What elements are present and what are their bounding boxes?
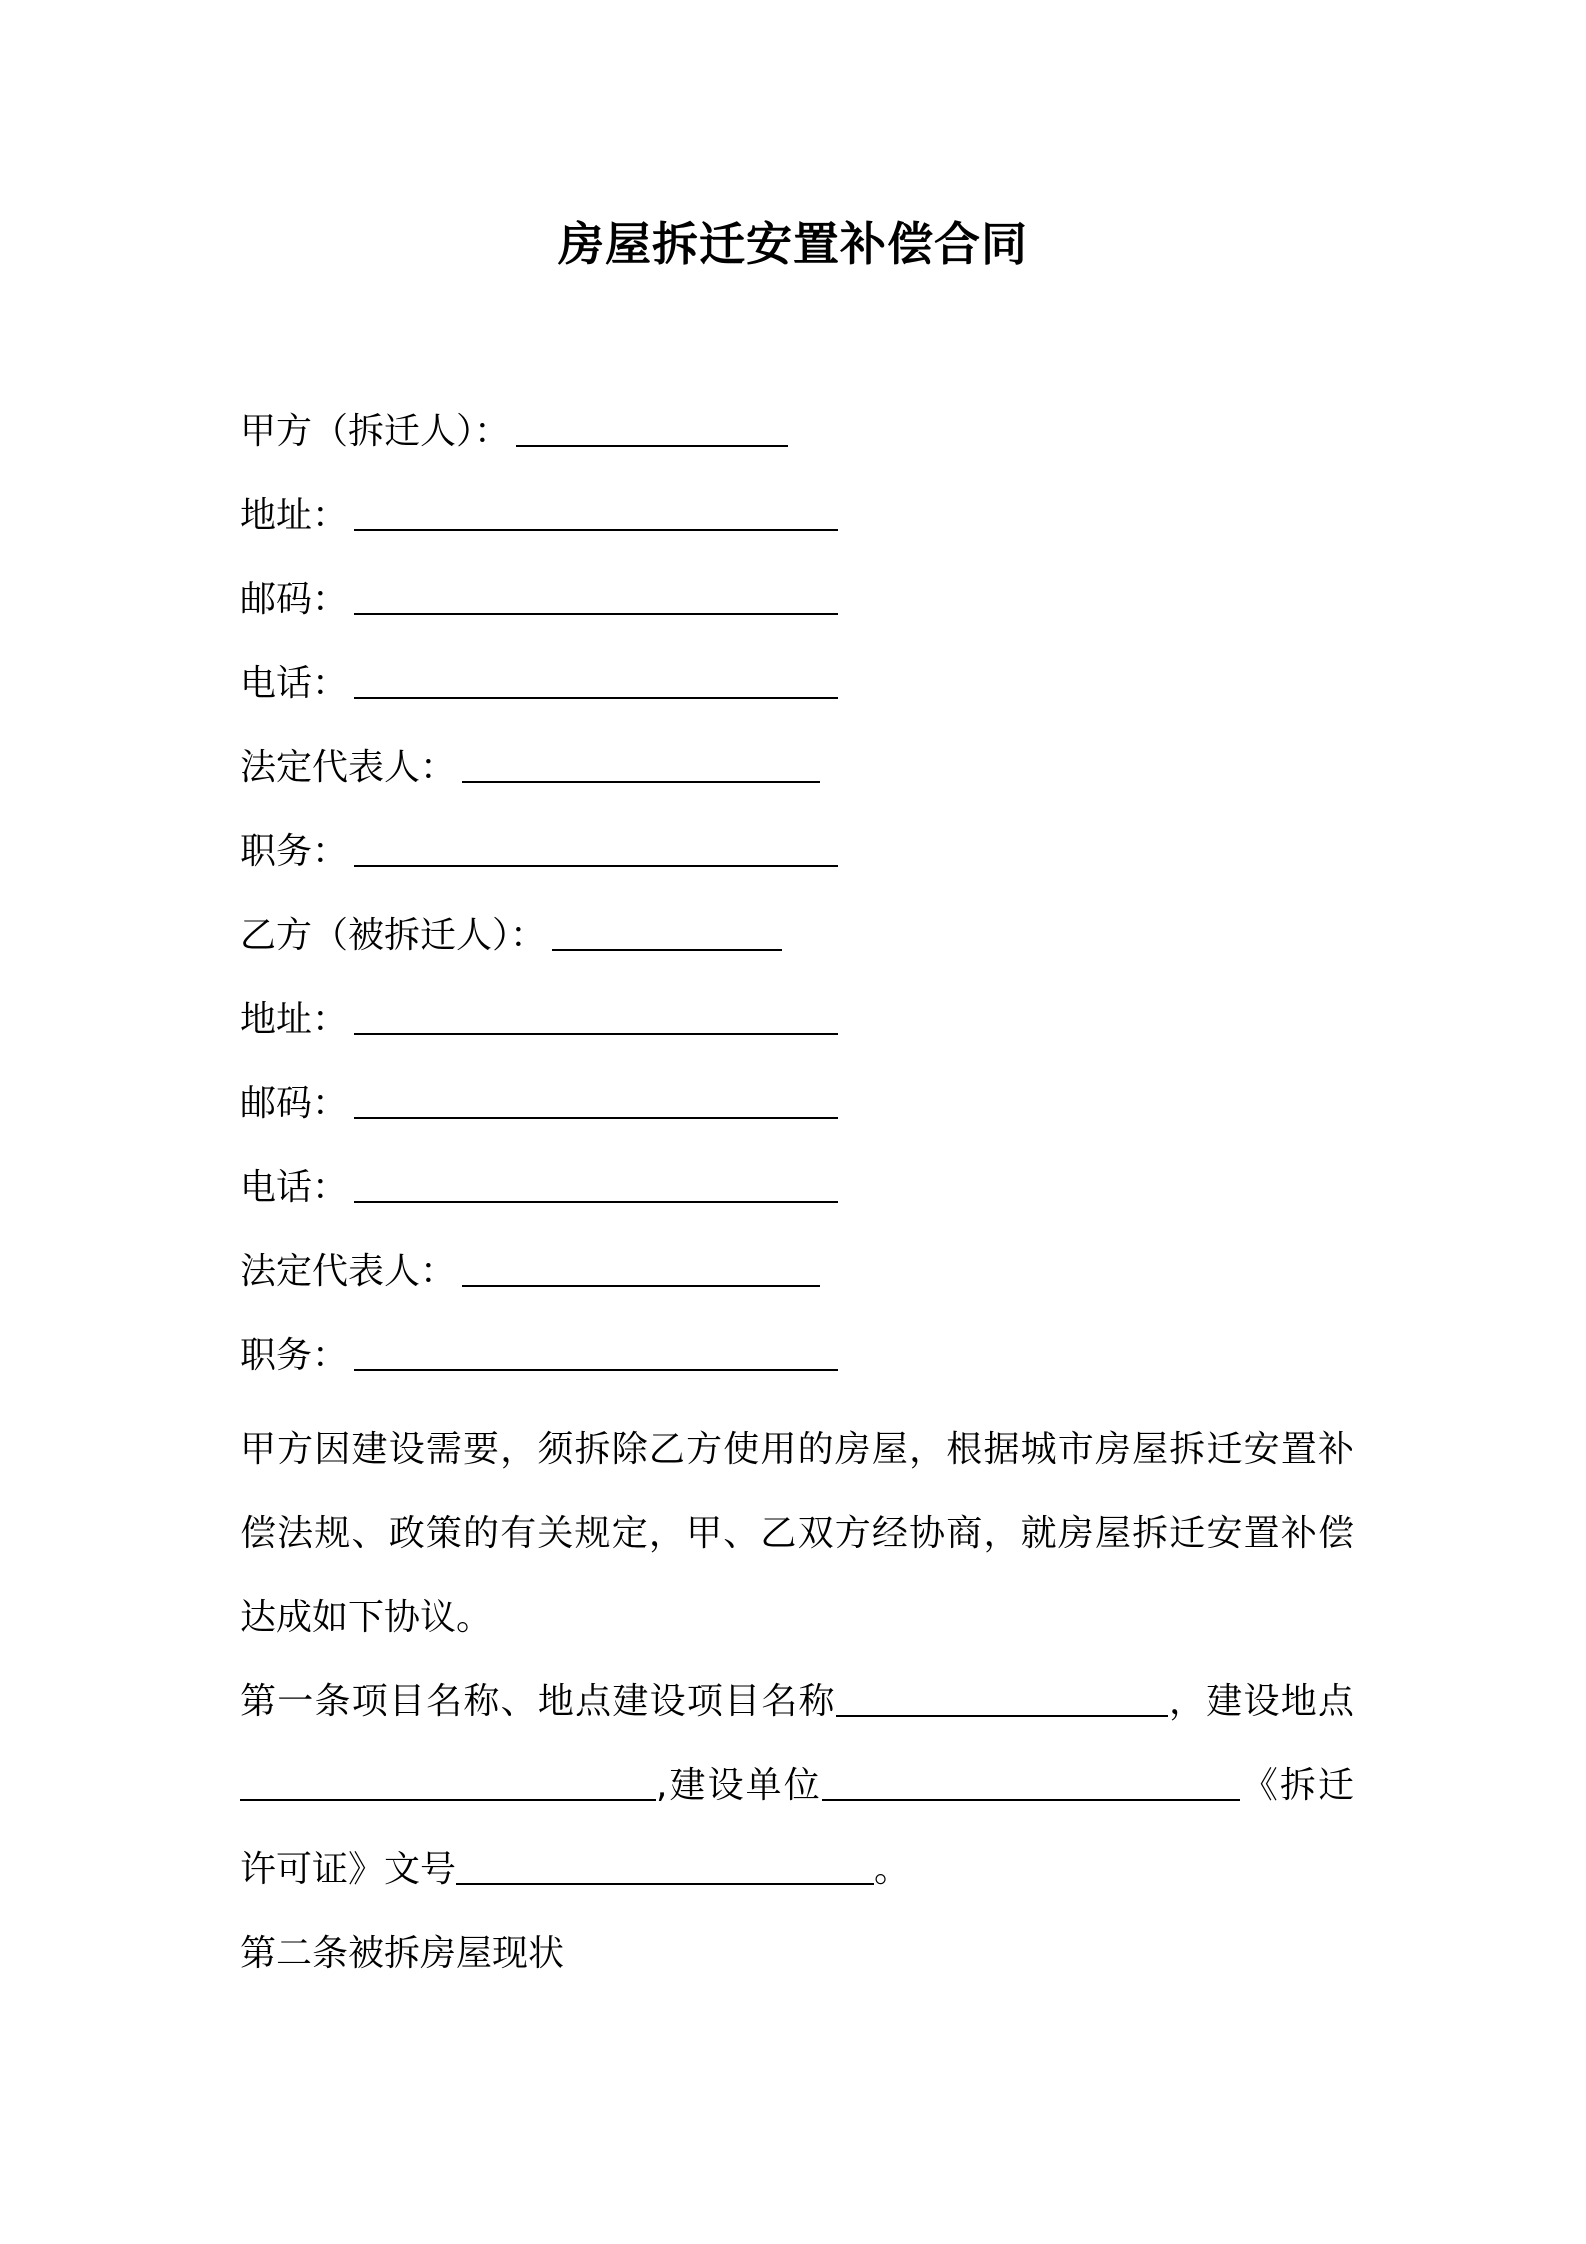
party-b-legal-rep-row (240, 1244, 838, 1328)
contract-body (240, 1408, 1354, 1996)
article-1-text-5: 。 (874, 1849, 911, 1890)
party-b-name-label: 乙方（被拆迁人）： (240, 915, 547, 956)
party-b-address-row (240, 992, 838, 1076)
party-b-phone-label: 电话： (240, 1167, 349, 1208)
party-a-name-label: 甲方（拆迁人）： (240, 411, 511, 452)
party-b-phone-blank[interactable] (354, 1161, 838, 1203)
party-b-legal-rep-label: 法定代表人： (240, 1251, 457, 1292)
party-b-legal-rep-blank[interactable] (462, 1245, 820, 1287)
permit-number-blank[interactable] (456, 1843, 874, 1885)
party-b-name-row (240, 908, 838, 992)
party-b-postcode-row (240, 1076, 838, 1160)
article-1-text-3: ,建设单位 (656, 1765, 822, 1806)
party-b-address-blank[interactable] (354, 993, 838, 1035)
party-a-postcode-blank[interactable] (354, 573, 838, 615)
party-a-postcode-label: 邮码： (240, 579, 349, 620)
party-a-postcode-row (240, 572, 838, 656)
article-2-heading: 第二条被拆房屋现状 (240, 1933, 565, 1974)
project-name-blank[interactable] (836, 1675, 1168, 1717)
party-a-phone-blank[interactable] (354, 657, 838, 699)
party-a-phone-label: 电话： (240, 663, 349, 704)
party-a-name-row (240, 404, 838, 488)
party-b-postcode-blank[interactable] (354, 1077, 838, 1119)
party-b-phone-row (240, 1160, 838, 1244)
intro-paragraph: 甲方因建设需要，须拆除乙方使用的房屋，根据城市房屋拆迁安置补偿法规、政策的有关规定，甲、乙双方经协商，就房屋拆迁安置补偿达成如下协议。 (240, 1429, 1354, 1638)
party-a-legal-rep-blank[interactable] (462, 741, 820, 783)
party-b-postcode-label: 邮码： (240, 1083, 349, 1124)
party-fields (240, 404, 838, 1412)
party-a-name-blank[interactable] (516, 405, 788, 447)
party-a-position-blank[interactable] (354, 825, 838, 867)
document-title: 房屋拆迁安置补偿合同 (558, 217, 1028, 271)
party-a-address-label: 地址： (240, 495, 349, 536)
article-1-text-4: 《拆迁许可证》文号 (240, 1765, 1354, 1890)
party-a-address-row (240, 488, 838, 572)
article-1-text-2: ，建设地点 (1167, 1681, 1354, 1722)
party-b-position-blank[interactable] (354, 1329, 838, 1371)
project-location-blank[interactable] (240, 1759, 656, 1801)
party-a-address-blank[interactable] (354, 489, 838, 531)
party-a-phone-row (240, 656, 838, 740)
party-a-legal-rep-row (240, 740, 838, 824)
article-1-paragraph (240, 1660, 1354, 1912)
party-a-legal-rep-label: 法定代表人： (240, 747, 457, 788)
party-b-name-blank[interactable] (552, 909, 782, 951)
article-1-text-1: 第一条项目名称、地点建设项目名称 (240, 1681, 836, 1722)
party-b-position-label: 职务： (240, 1335, 349, 1376)
party-a-position-row (240, 824, 838, 908)
party-b-position-row (240, 1328, 838, 1412)
party-a-position-label: 职务： (240, 831, 349, 872)
construction-unit-blank[interactable] (822, 1759, 1240, 1801)
party-b-address-label: 地址： (240, 999, 349, 1040)
